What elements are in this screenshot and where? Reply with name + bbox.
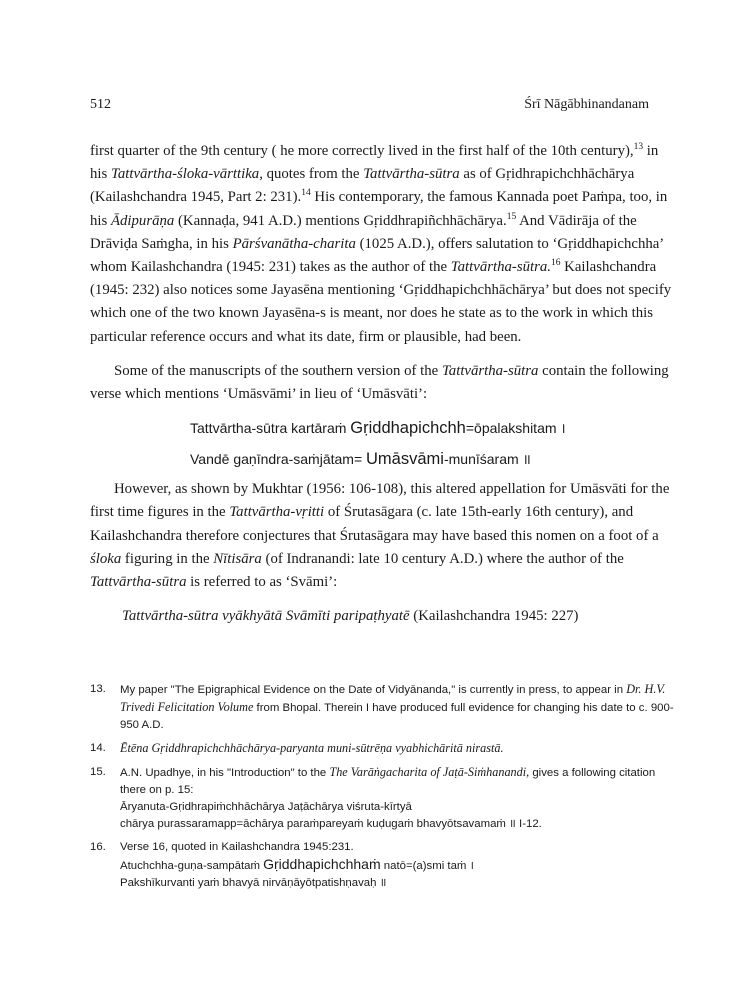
citation-line-2: chārya purassaramapp=āchārya paraṁpareyaṁ kuḍugaṁ bhavyōtsavamaṁ ॥ I-12. xyxy=(120,818,542,830)
work-title: Tattvārtha-sūtra xyxy=(363,166,460,183)
footnote-number: 15. xyxy=(90,766,106,778)
work-title: Tattvārtha-sūtra xyxy=(441,362,539,379)
work-title: Nītisāra xyxy=(213,550,262,567)
page-number: 512 xyxy=(90,97,111,112)
paragraph-3: However, as shown by Mukhtar (1956: 106-108), this altered appellation for Umāsvāti for the first time figures in the Tattvārtha-vṛitti of Śrutasāgara (c. late 15th-early 16th century), and Kailashchandra therefore conjectures that Śrutasāgara may have based this nomen on a foot of a śloka figuring in the Nītisāra (of Indranandi: late 10 century A.D.) where the author of the Tattvārtha-sūtra is referred to as ‘Svāmi’: xyxy=(90,481,670,591)
work-title: Tattvārtha-śloka-vārttika, xyxy=(110,166,263,183)
main-text xyxy=(90,140,676,628)
footnotes xyxy=(90,681,676,898)
work-title: Tattvārtha-vṛitti xyxy=(229,504,325,521)
verse-line-a: Atuchchha-guṇa-sampātaṁ Gṛiddhapichchhaṁ natō=(a)smi taṁ । xyxy=(120,856,474,872)
verse-line-2: Vandē gaṇīndra-saṁjātam= Umāsvāmi-munīśaram ॥ xyxy=(190,450,531,469)
footnote-16: 16. Verse 16, quoted in Kailashchandra 1945:231. Atuchchha-guṇa-sampātaṁ Gṛiddhapichchhaṁ natō=(a)smi taṁ । Pakshīkurvanti yaṁ bhavyā nirvāṇāyōtpatishṇavaḥ ॥ xyxy=(90,839,676,892)
footnote-number: 16. xyxy=(90,841,106,853)
verse-line-b: Pakshīkurvanti yaṁ bhavyā nirvāṇāyōtpatishṇavaḥ ॥ xyxy=(120,877,387,889)
verse-line-1: Tattvārtha-sūtra kartāraṁ Gṛiddhapichchh=ōpalakshitam । xyxy=(190,419,566,438)
citation-line-1: Āryanuta-Gṛidhrapiṁchhāchārya Jaṭāchārya viśruta-kīrtyā xyxy=(120,801,412,813)
footnote-ref-13[interactable]: 13 xyxy=(633,142,644,152)
footnote-number: 14. xyxy=(90,742,106,754)
footnote-ref-16[interactable]: 16 xyxy=(550,258,561,269)
paragraph-1: first quarter of the 9th century ( he more correctly lived in the first half of the 10th century),$^{13}$ in his Tattvārtha-śloka-vārttika, quotes from the Tattvārtha-sūtra as of Gṛidhrapichchhāchārya (Kailashchandra 1945, Part 2: 231).$^{14}$ His contemporary, the famous Kannada poet Paṁpa, too, in his Ādipurāṇa (Kannaḍa, 941 A.D.) mentions Gṛiddhrapiñchhāchārya.$^{15}$ And Vādirāja of the Drāviḍa Saṁgha, in his Pārśvanātha-charita (1025 A.D.), offers salutation to ‘Gṛiddhapichchha’ whom Kailashchandra (1945: 231) takes as the author of the Tattvārtha-sūtra.$^{16}$ Kailashchandra (1945: 232) also notices some Jayasēna mentioning ‘Gṛiddhapichchhāchārya’ but does not specify which one of the two known Jayasēna-s is meant, nor does he state as to the work in which this particular reference occurs and what its date, firm or plausible, had been. xyxy=(90,142,672,345)
work-title: Tattvārtha-sūtra xyxy=(90,574,187,591)
footnote-15: 15. A.N. Upadhye, in his "Introduction" to the The Varāṅgacharita of Jaṭā-Siṁhanandi, gives a following citation there on p. 15: Āryanuta-Gṛidhrapiṁchhāchārya Jaṭāchārya viśruta-kīrtyā chārya purassaramapp=āchārya paraṁpareyaṁ kuḍugaṁ bhavyōtsavamaṁ ॥ I-12. xyxy=(90,764,676,833)
work-title: Tattvārtha-sūtra. xyxy=(450,259,551,276)
footnote-number: 13. xyxy=(90,683,106,695)
block-quote: Tattvārtha-sūtra vyākhyātā Svāmīti paripaṭhyatē (Kailashchandra 1945: 227) xyxy=(122,608,579,625)
work-title: Ādipurāṇa xyxy=(110,212,175,229)
work-title: Pārśvanātha-charita xyxy=(232,235,356,252)
paragraph-2: Some of the manuscripts of the southern version of the Tattvārtha-sūtra contain the following verse which mentions ‘Umāsvāmi’ in lieu of ‘Umāsvāti’: xyxy=(90,362,669,403)
footnote-14: 14. Ētēna Gṛiddhrapichchhāchārya-paryanta muni-sūtrēṇa vyabhichāritā nirastā. xyxy=(90,741,504,755)
footnote-ref-14[interactable]: 14 xyxy=(301,188,311,199)
footnote-ref-15[interactable]: 15 xyxy=(506,211,517,222)
running-title: Śrī Nāgābhinandanam xyxy=(524,97,649,112)
footnote-13: 13. My paper "The Epigraphical Evidence on the Date of Vidyānanda," is currently in press, to appear in Dr. H.V. Trivedi Felicitation Volume from Bhopal. Therein I have produced full evidence for changing his date to c. 900-950 A.D. xyxy=(90,682,674,731)
page-header xyxy=(90,97,649,113)
